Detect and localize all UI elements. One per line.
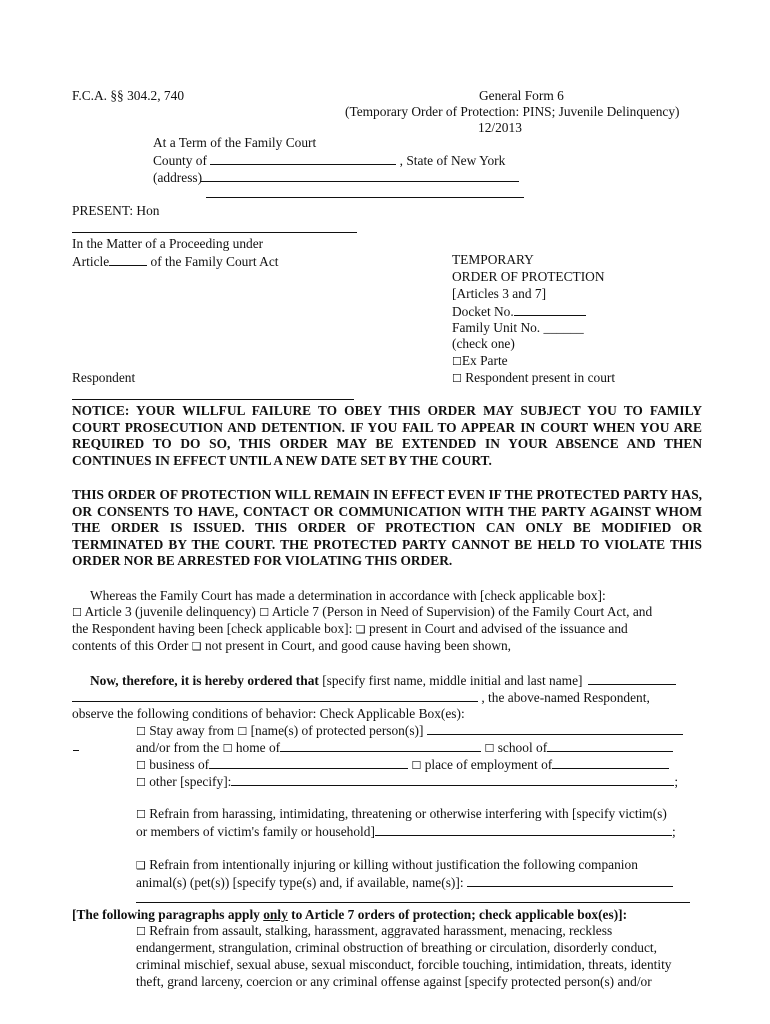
state-label: , State of New York bbox=[399, 153, 506, 168]
other-checkbox[interactable]: ☐ bbox=[136, 776, 146, 789]
county-label: County of bbox=[153, 153, 207, 168]
refrain-harass-line-1 bbox=[136, 806, 667, 824]
home-checkbox[interactable]: ☐ bbox=[222, 742, 233, 755]
article7-line-3: criminal mischief, sexual abuse, sexual misconduct, forcible touching, intimidation, threats, identity bbox=[136, 957, 672, 972]
respondent-present-option[interactable] bbox=[452, 370, 615, 388]
ordered-line bbox=[90, 672, 676, 690]
article7-checkbox[interactable]: ☐ bbox=[259, 606, 270, 619]
refrain-harass-checkbox[interactable]: ☐ bbox=[136, 808, 146, 821]
article-prefix: Article bbox=[72, 254, 110, 269]
address-line bbox=[153, 169, 519, 187]
family-unit-line[interactable]: Family Unit No. ______ bbox=[452, 320, 584, 335]
not-present-label: not present in Court, and good cause having been shown, bbox=[201, 638, 512, 653]
not-present-checkbox[interactable]: ❑ bbox=[191, 640, 202, 653]
contents-label: contents of this Order bbox=[72, 638, 192, 653]
whereas-line-3 bbox=[72, 621, 628, 639]
respondent-status-lead: the Respondent having been [check applicable box]: bbox=[72, 621, 356, 636]
employment-checkbox[interactable]: ☐ bbox=[411, 759, 422, 772]
whereas-line-4 bbox=[72, 638, 511, 656]
other-semicolon: ; bbox=[674, 774, 679, 789]
article-line bbox=[72, 253, 278, 271]
article3-label: Article 3 (juvenile delinquency) bbox=[81, 604, 260, 619]
refrain-assault-checkbox[interactable]: ☐ bbox=[136, 925, 146, 938]
other-label: other [specify]: bbox=[145, 774, 232, 789]
refrain-injure-line-2 bbox=[136, 874, 673, 892]
pets-field-2[interactable] bbox=[136, 902, 690, 903]
order-title-2: ORDER OF PROTECTION bbox=[452, 269, 605, 284]
docket-field[interactable] bbox=[514, 303, 586, 316]
article7-heading-a: [The following paragraphs apply bbox=[72, 907, 264, 922]
refrain-injure-text-2: animal(s) (pet(s)) [specify type(s) and, if available, name(s)]: bbox=[136, 875, 467, 890]
pets-field[interactable] bbox=[467, 874, 673, 887]
ex-parte-label: Ex Parte bbox=[461, 353, 508, 368]
article7-line-4: theft, grand larceny, coercion or any criminal offense against [specify protected person(s) and/or bbox=[136, 974, 652, 989]
school-checkbox[interactable]: ☐ bbox=[484, 742, 495, 755]
judge-name-field[interactable] bbox=[72, 232, 357, 233]
respondent-name-field[interactable] bbox=[588, 672, 676, 685]
refrain-injure-text-1: Refrain from intentionally injuring or killing without justification the following companion bbox=[145, 857, 638, 872]
form-date: 12/2013 bbox=[478, 120, 522, 135]
margin-mark bbox=[73, 750, 79, 751]
andor-label: and/or from the bbox=[136, 740, 223, 755]
article7-heading-only: only bbox=[263, 907, 288, 922]
notice-paragraph-2: THIS ORDER OF PROTECTION WILL REMAIN IN EFFECT EVEN IF THE PROTECTED PARTY HAS, OR CONSENTS TO HAVE, CONTACT OR COMMUNICATION WITH THE PARTY AGAINST WHOM THE ORDER IS ISSUED. THIS ORDER OF PROTECTION CAN ONLY BE MODIFIED OR TERMINATED BY THE COURT. THE PROTECTED PARTY CANNOT BE HELD TO VIOLATE THIS ORDER NOR BE ARRESTED FOR VIOLATING THIS ORDER. bbox=[72, 487, 702, 569]
order-title-1: TEMPORARY bbox=[452, 252, 534, 267]
refrain-injure-line-1 bbox=[136, 857, 638, 875]
protected-persons-label: [name(s) of protected person(s)] bbox=[247, 723, 424, 738]
ex-parte-checkbox[interactable]: ☐ bbox=[452, 355, 462, 368]
other-field[interactable] bbox=[231, 773, 674, 786]
harass-semicolon: ; bbox=[671, 824, 676, 839]
stay-away-checkbox[interactable]: ☐ bbox=[136, 725, 146, 738]
address-field[interactable] bbox=[201, 169, 519, 182]
respondent-name-line bbox=[72, 689, 650, 707]
observe-line: observe the following conditions of behavior: Check Applicable Box(es): bbox=[72, 706, 465, 721]
business-checkbox[interactable]: ☐ bbox=[136, 759, 146, 772]
school-label: school of bbox=[494, 740, 548, 755]
docket-line bbox=[452, 303, 586, 321]
article7-heading bbox=[72, 907, 627, 924]
present-in-court-checkbox[interactable]: ❑ bbox=[355, 623, 366, 636]
refrain-injure-checkbox[interactable]: ❑ bbox=[136, 859, 146, 872]
business-field[interactable] bbox=[209, 756, 408, 769]
court-term-line: At a Term of the Family Court bbox=[153, 135, 317, 150]
whereas-line-1: Whereas the Family Court has made a determination in accordance with [check applicable box]: bbox=[90, 588, 606, 603]
order-articles: [Articles 3 and 7] bbox=[452, 286, 547, 301]
refrain-harass-text-1: Refrain from harassing, intimidating, threatening or otherwise interfering with [specify victim(s) bbox=[145, 806, 667, 821]
article7-text-1: Refrain from assault, stalking, harassment, aggravated harassment, menacing, reckless bbox=[145, 923, 613, 938]
notice-paragraph-1: NOTICE: YOUR WILLFUL FAILURE TO OBEY THIS ORDER MAY SUBJECT YOU TO FAMILY COURT PROSECUTION AND DETENTION. IF YOU FAIL TO APPEAR IN COURT WHEN YOU ARE REQUIRED TO DO SO, THIS ORDER MAY BE EXTENDED IN YOUR ABSENCE AND THEN CONTINUES IN EFFECT UNTIL A NEW DATE SET BY THE COURT. bbox=[72, 403, 702, 468]
county-field[interactable] bbox=[210, 152, 396, 165]
present-in-court-label: present in Court and advised of the issuance and bbox=[365, 621, 628, 636]
business-label: business of bbox=[145, 757, 210, 772]
home-field[interactable] bbox=[280, 739, 481, 752]
ordered-lead-rest: [specify first name, middle initial and last name] bbox=[318, 673, 583, 688]
respondent-present-label: Respondent present in court bbox=[461, 370, 616, 385]
protected-persons-checkbox[interactable]: ☐ bbox=[237, 725, 248, 738]
statute-reference: F.C.A. §§ 304.2, 740 bbox=[72, 88, 185, 103]
whereas-line-2 bbox=[72, 604, 652, 622]
refrain-harass-line-2 bbox=[136, 823, 676, 841]
article7-heading-b: to Article 7 orders of protection; check applicable box(es)]: bbox=[287, 907, 628, 922]
caption-divider bbox=[72, 399, 354, 400]
article3-checkbox[interactable]: ☐ bbox=[72, 606, 82, 619]
other-line bbox=[136, 773, 678, 792]
article7-line-2: endangerment, strangulation, criminal obstruction of breathing or circulation, disorderly conduct, bbox=[136, 940, 657, 955]
address-label: (address) bbox=[153, 170, 203, 185]
article7-label: Article 7 (Person in Need of Supervision) of the Family Court Act, and bbox=[269, 604, 653, 619]
respondent-name-field-2[interactable] bbox=[72, 689, 478, 702]
form-name: General Form 6 bbox=[479, 88, 564, 103]
present-label: PRESENT: Hon bbox=[72, 203, 160, 218]
article7-line-1 bbox=[136, 923, 612, 941]
victims-field[interactable] bbox=[375, 823, 672, 836]
refrain-harass-text-2: or members of victim's family or household] bbox=[136, 824, 375, 839]
business-line bbox=[136, 756, 669, 775]
county-line bbox=[153, 152, 505, 170]
stay-away-label: Stay away from bbox=[145, 723, 238, 738]
school-field[interactable] bbox=[547, 739, 673, 752]
article-suffix: of the Family Court Act bbox=[147, 254, 279, 269]
article-number-field[interactable] bbox=[109, 253, 147, 266]
matter-line: In the Matter of a Proceeding under bbox=[72, 236, 264, 251]
check-one-label: (check one) bbox=[452, 336, 515, 351]
andor-line bbox=[136, 739, 673, 758]
form-subtitle: (Temporary Order of Protection: PINS; Juvenile Delinquency) bbox=[345, 104, 680, 119]
docket-label: Docket No. bbox=[452, 304, 514, 319]
respondent-label: Respondent bbox=[72, 370, 136, 385]
ex-parte-option[interactable] bbox=[452, 353, 508, 371]
address-field-2[interactable] bbox=[206, 197, 524, 198]
employment-label: place of employment of bbox=[421, 757, 553, 772]
respondent-tail: , the above-named Respondent, bbox=[478, 690, 650, 705]
ordered-lead: Now, therefore, it is hereby ordered that bbox=[90, 673, 319, 688]
protected-persons-field[interactable] bbox=[427, 722, 683, 735]
home-label: home of bbox=[232, 740, 281, 755]
respondent-present-checkbox[interactable]: ☐ bbox=[452, 372, 462, 385]
employment-field[interactable] bbox=[552, 756, 669, 769]
stay-away-line bbox=[136, 722, 683, 741]
